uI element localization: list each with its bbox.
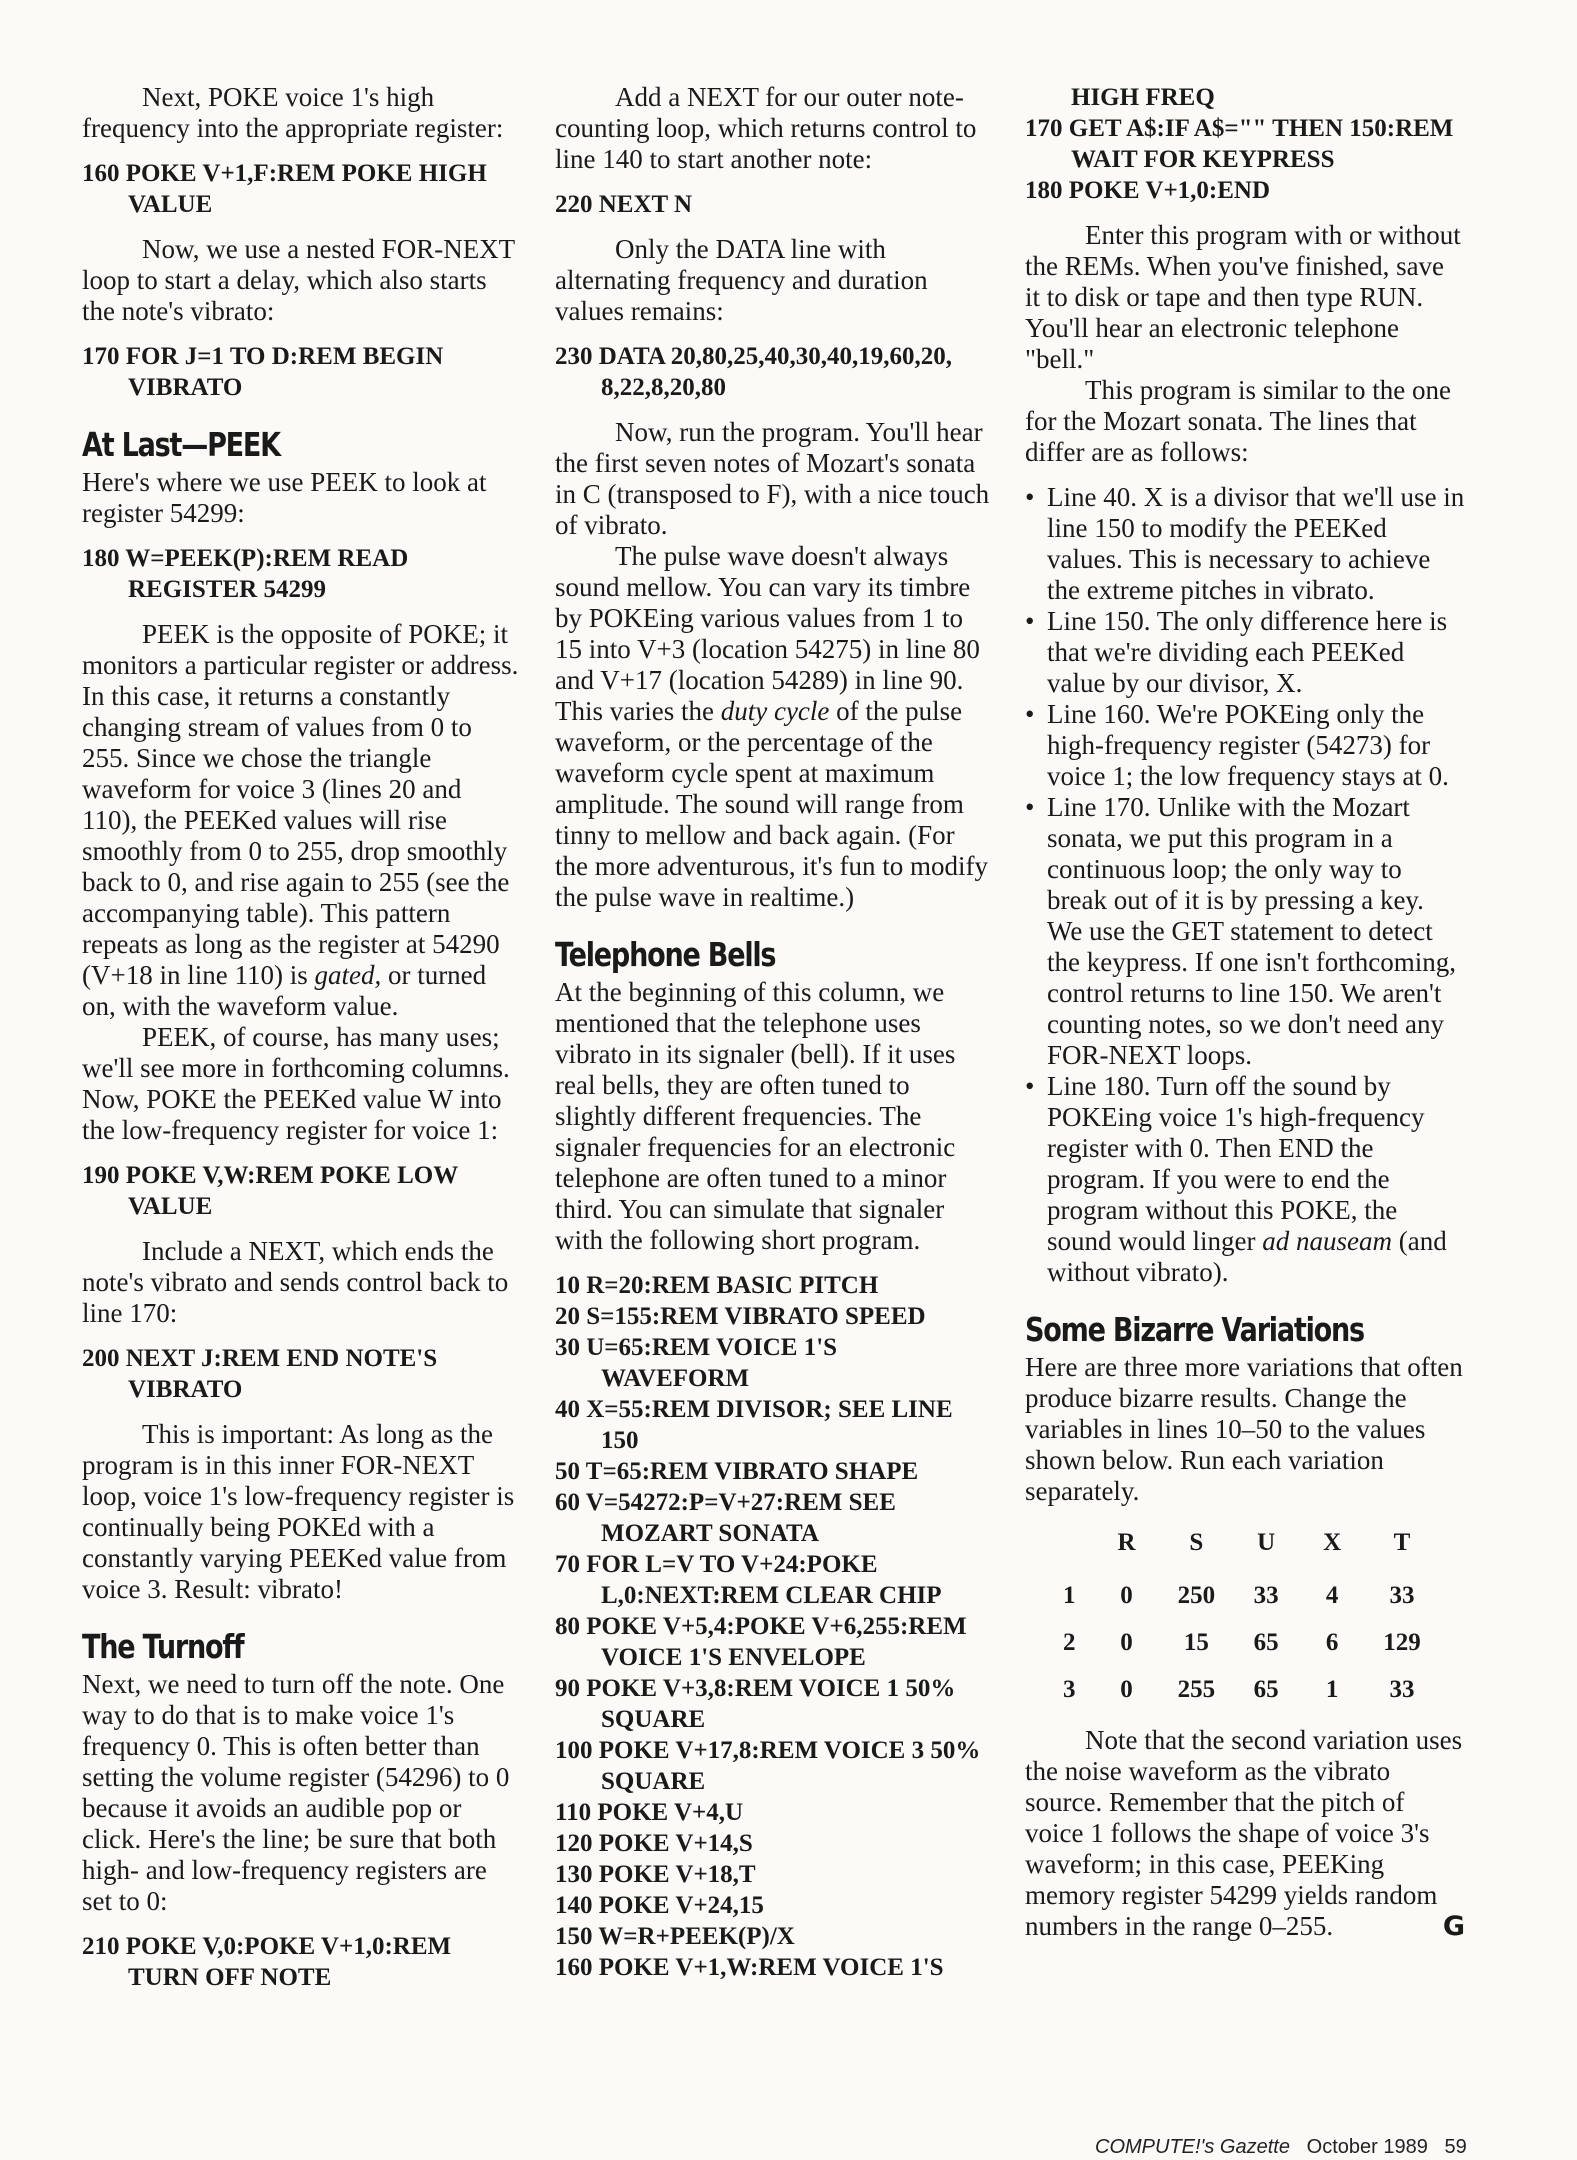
code-line: 30 U=65:REM VOICE 1'S WAVEFORM <box>555 1334 838 1392</box>
section-heading: Some Bizarre Variations <box>1025 1310 1364 1349</box>
list-item: • Line 180. Turn off the sound by POKEing voice 1's high-frequency register with 0. Then END the program. If you were to end the program without this POKE, the sound would linger ad nauseam (and without vibrato). <box>1025 1071 1465 1288</box>
code-line: 190 POKE V,W:REM POKE LOW VALUE <box>82 1162 458 1220</box>
table-row <box>1045 1621 1439 1668</box>
table-header: X <box>1323 1529 1342 1556</box>
code-line: 80 POKE V+5,4:POKE V+6,255:REM VOICE 1'S ENVELOPE <box>555 1613 967 1671</box>
table-cell: 250 <box>1177 1582 1216 1609</box>
table-cell: 0 <box>1120 1629 1133 1656</box>
page-number: 59 <box>1444 2136 1467 2158</box>
code-line: 210 POKE V,0:POKE V+1,0:REM TURN OFF NOTE <box>82 1933 452 1991</box>
section-heading: At Last—PEEK <box>82 425 280 464</box>
paragraph: Enter this program with or without the REMs. When you've finished, save it to disk or tape and then type RUN. You'll hear an electronic telephone "bell." <box>1025 220 1461 374</box>
table-cell: 4 <box>1325 1582 1339 1609</box>
code-line: 40 X=55:REM DIVISOR; SEE LINE 150 <box>555 1396 953 1454</box>
table-header: S <box>1189 1529 1204 1556</box>
table-cell: 2 <box>1063 1629 1076 1656</box>
paragraph: Only the DATA line with alternating frequency and duration values remains: <box>555 234 928 326</box>
code-line: 180 W=PEEK(P):REM READ REGISTER 54299 <box>82 545 409 603</box>
table-header: R <box>1117 1529 1136 1556</box>
table-cell: 255 <box>1177 1676 1216 1703</box>
code-line: 170 FOR J=1 TO D:REM BEGIN VIBRATO <box>82 343 444 401</box>
table-header <box>1045 1527 1094 1574</box>
code-line: 140 POKE V+24,15 <box>555 1892 764 1919</box>
program-listing-continued <box>1025 82 1465 206</box>
program-listing <box>555 1270 990 1983</box>
paragraph: Next, POKE voice 1's high frequency into the appropriate register: <box>82 82 504 143</box>
issue-date: October 1989 <box>1306 2136 1428 2158</box>
end-mark: G <box>1442 1911 1465 1942</box>
paragraph: Note that the second variation uses the noise waveform as the vibrato source. Remember that the pitch of voice 1 follows the shape of voice 3's waveform; in this case, PEEKing memory register 54299 yields random numbers in the range 0–255. G <box>1025 1725 1465 1942</box>
code-line: 60 V=54272:P=V+27:REM SEE MOZART SONATA <box>555 1489 896 1547</box>
code-line: 150 W=R+PEEK(P)/X <box>555 1923 795 1950</box>
paragraph: At the beginning of this column, we mentioned that the telephone uses vibrato in its signaler (bell). If it uses real bells, they are often tuned to slightly different frequencies. The signaler frequencies for an electronic telephone are often tuned to a minor third. You can simulate that signaler with the following short program. <box>555 977 956 1255</box>
table-cell: 15 <box>1183 1629 1209 1656</box>
paragraph: Here are three more variations that often produce bizarre results. Change the variables in lines 10–50 to the values shown below. Run each variation separately. <box>1025 1352 1463 1506</box>
column-1 <box>82 82 522 2007</box>
code-line: 170 GET A$:IF A$="" THEN 150:REM WAIT FOR KEYPRESS <box>1025 115 1454 173</box>
bullet-list <box>1025 482 1465 1288</box>
table-header: U <box>1257 1529 1276 1556</box>
code-line: 130 POKE V+18,T <box>555 1861 756 1888</box>
code-line: 230 DATA 20,80,25,40,30,40,19,60,20, 8,22,8,20,80 <box>555 343 952 401</box>
list-item: • Line 150. The only difference here is that we're dividing each PEEKed value by our divisor, X. <box>1025 606 1465 699</box>
code-line: 180 POKE V+1,0:END <box>1025 177 1271 204</box>
table-cell: 1 <box>1325 1676 1339 1703</box>
paragraph: This is important: As long as the program is in this inner FOR-NEXT loop, voice 1's low-frequency register is continually being POKEd with a constantly varying PEEKed value from voice 3. Result: vibrato! <box>82 1419 515 1604</box>
table-header: T <box>1393 1529 1411 1556</box>
code-line: 220 NEXT N <box>555 191 693 218</box>
paragraph: Next, we need to turn off the note. One way to do that is to make voice 1's frequency 0. This is often better than setting the volume register (54296) to 0 because it avoids an audible pop or click. Here's the line; be sure that both high- and low-frequency registers are set to 0: <box>82 1669 510 1916</box>
list-item: • Line 160. We're POKEing only the high-frequency register (54273) for voice 1; the low frequency stays at 0. <box>1025 699 1465 792</box>
code-line: 70 FOR L=V TO V+24:POKE L,0:NEXT:REM CLEAR CHIP <box>555 1551 942 1609</box>
table-cell: 3 <box>1063 1676 1076 1703</box>
code-line: 200 NEXT J:REM END NOTE'S VIBRATO <box>82 1345 438 1403</box>
table-cell: 1 <box>1063 1582 1076 1609</box>
page-footer <box>1095 2136 1467 2159</box>
paragraph: Now, we use a nested FOR-NEXT loop to start a delay, which also starts the note's vibrato: <box>82 234 515 326</box>
paragraph: PEEK is the opposite of POKE; it monitors a particular register or address. In this case, it returns a constantly changing stream of values from 0 to 255. Since we chose the triangle waveform for voice 3 (lines 20 and 110), the PEEKed values will rise smoothly from 0 to 255, drop smoothly back to 0, and rise again to 255 (see the accompanying table). This pattern repeats as long as the register at 54290 (V+18 in line 110) is gated, or turned on, with the waveform value. <box>82 619 519 1021</box>
variations-table <box>1045 1527 1439 1715</box>
list-item: • Line 40. X is a divisor that we'll use in line 150 to modify the PEEKed values. This is necessary to achieve the extreme pitches in vibrato. <box>1025 482 1465 606</box>
table-cell: 0 <box>1120 1582 1133 1609</box>
section-heading: The Turnoff <box>82 1627 244 1666</box>
paragraph: Include a NEXT, which ends the note's vibrato and sends control back to line 170: <box>82 1236 509 1328</box>
table-cell: 33 <box>1389 1582 1415 1609</box>
code-line: 160 POKE V+1,F:REM POKE HIGH VALUE <box>82 160 487 218</box>
code-line: 160 POKE V+1,W:REM VOICE 1'S <box>555 1954 944 1981</box>
code-line: 120 POKE V+14,S <box>555 1830 753 1857</box>
code-line: 50 T=65:REM VIBRATO SHAPE <box>555 1458 919 1485</box>
table-row <box>1045 1668 1439 1715</box>
code-line: 100 POKE V+17,8:REM VOICE 3 50% SQUARE <box>555 1737 981 1795</box>
column-3 <box>1025 82 1465 1942</box>
paragraph: The pulse wave doesn't always sound mellow. You can vary its timbre by POKEing various values from 1 to 15 into V+3 (location 54275) in line 80 and V+17 (location 54289) in line 90. This varies the duty cycle of the pulse waveform, or the percentage of the waveform cycle spent at maximum amplitude. The sound will range from tinny to mellow and back again. (For the more adventurous, it's fun to modify the pulse wave in realtime.) <box>555 541 989 912</box>
column-2 <box>555 82 990 1997</box>
paragraph: Now, run the program. You'll hear the first seven notes of Mozart's sonata in C (transposed to F), with a nice touch of vibrato. <box>555 417 990 540</box>
code-line: 110 POKE V+4,U <box>555 1799 744 1826</box>
code-line: HIGH FREQ <box>1071 84 1215 111</box>
code-line: 10 R=20:REM BASIC PITCH <box>555 1272 879 1299</box>
paragraph: Here's where we use PEEK to look at register 54299: <box>82 467 487 528</box>
table-cell: 129 <box>1383 1629 1421 1656</box>
table-cell: 65 <box>1253 1676 1279 1703</box>
section-heading: Telephone Bells <box>555 935 776 974</box>
paragraph: PEEK, of course, has many uses; we'll see more in forthcoming columns. Now, POKE the PEEKed value W into the low-frequency register for voice 1: <box>82 1022 510 1145</box>
magazine-name: COMPUTE!'s Gazette <box>1095 2136 1290 2158</box>
table-header-row <box>1045 1527 1439 1574</box>
code-line: 90 POKE V+3,8:REM VOICE 1 50% SQUARE <box>555 1675 956 1733</box>
table-cell: 33 <box>1253 1582 1279 1609</box>
paragraph: Add a NEXT for our outer note-counting loop, which returns control to line 140 to start another note: <box>555 82 977 174</box>
code-line: 20 S=155:REM VIBRATO SPEED <box>555 1303 926 1330</box>
table-cell: 6 <box>1325 1629 1339 1656</box>
table-cell: 33 <box>1389 1676 1415 1703</box>
list-item: • Line 170. Unlike with the Mozart sonata, we put this program in a continuous loop; the only way to break out of it is by pressing a key. We use the GET statement to detect the keypress. If one isn't forthcoming, control returns to line 150. We aren't counting notes, so we don't need any FOR-NEXT loops. <box>1025 792 1465 1071</box>
table-row <box>1045 1574 1439 1621</box>
table-cell: 65 <box>1253 1629 1279 1656</box>
paragraph: This program is similar to the one for the Mozart sonata. The lines that differ are as follows: <box>1025 375 1451 467</box>
table-cell: 0 <box>1120 1676 1133 1703</box>
